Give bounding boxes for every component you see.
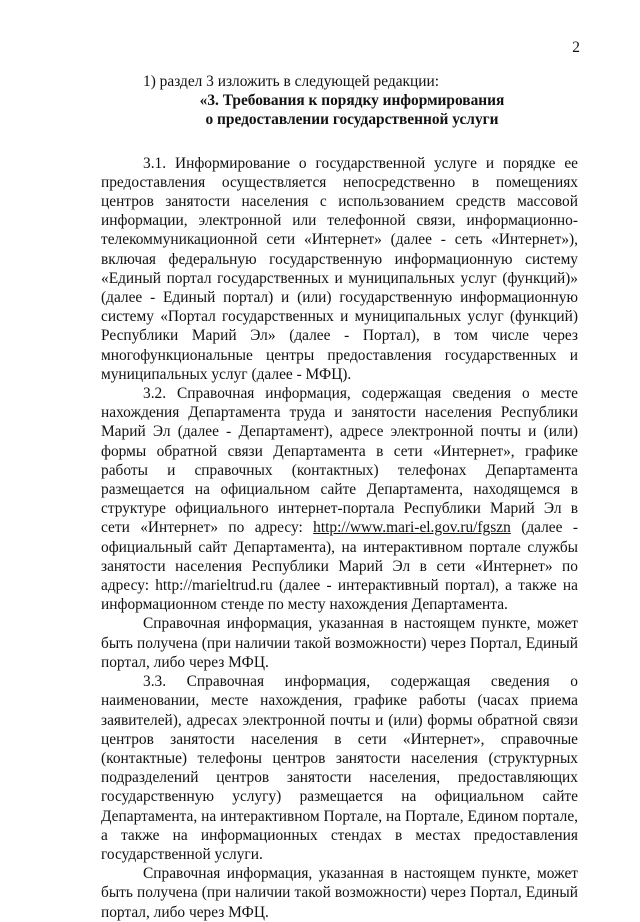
document-body	[101, 72, 578, 922]
amendment-intro: 1) раздел 3 изложить в следующей редакции:	[143, 73, 439, 90]
department-site-link[interactable]: http://www.mari-el.gov.ru/fgszn	[313, 519, 511, 537]
paragraph-3-2	[101, 384, 578, 614]
heading-spacer	[101, 130, 578, 154]
paragraph-3-2-text-end: (далее - официальный сайт Департамента), на интерактивном портале службы занятости населения Республики Марий Эл в сети «Интернет» по адресу: http://marieltrud.ru (далее - интерактивный портал), а также на информационном стенде по месту нахождения Департамента.	[101, 519, 578, 614]
section-heading	[101, 91, 578, 129]
page-number: 2	[572, 39, 580, 56]
paragraph-3-3: 3.3. Справочная информация, содержащая сведения о наименовании, месте нахождения, графике работы (часах приема заявителей), адресах электронной почты и (или) формы обратной связи центров занятости населения в сети «Интернет», справочные (контактные) телефоны центров занятости населения (структурных подразделений центров занятости населения, предоставляющих государственную услугу) размещается на официальном сайте Департамента, на интерактивном Портале, на Портале, Едином портале, а также на информационных стендах в местах предоставления государственной услуги.	[101, 673, 578, 863]
paragraph-3-2-text-start: 3.2. Справочная информация, содержащая сведения о месте нахождения Департамента труда и занятости населения Республики Марий Эл (далее - Департамент), адресе электронной почты и (или) формы обратной связи Департамента в сети «Интернет», графике работы и справочных (контактных) телефонах Департамента размещается на официальном сайте Департамента, находящемся в структуре официального интернет-портала Республики Марий Эл в сети «Интернет» по адресу:	[101, 385, 578, 537]
section-heading-line-1: «3. Требования к порядку информирования	[199, 92, 505, 110]
paragraph-3-2-note: Справочная информация, указанная в настоящем пункте, может быть получена (при наличии такой возможности) через Портал, Единый портал, либо через МФЦ.	[101, 615, 578, 671]
paragraph-3-3-note: Справочная информация, указанная в настоящем пункте, может быть получена (при наличии такой возможности) через Портал, Единый портал, либо через МФЦ.	[101, 865, 578, 921]
section-heading-line-2: о предоставлении государственной услуги	[205, 111, 499, 129]
paragraph-3-1: 3.1. Информирование о государственной услуге и порядке ее предоставления осуществляется непосредственно в помещениях центров занятости населения с использованием средств массовой информации, электронной или телефонной связи, информационно-телекоммуникационной сети «Интернет» (далее - сеть «Интернет»), включая федеральную государственную информационную систему «Единый портал государственных и муниципальных услуг (функций)» (далее - Единый портал) и (или) государственную информационную систему «Портал государственных и муниципальных услуг (функций) Республики Марий Эл» (далее - Портал), в том числе через многофункциональные центры предоставления государственных и муниципальных услуг (далее - МФЦ).	[101, 154, 578, 383]
